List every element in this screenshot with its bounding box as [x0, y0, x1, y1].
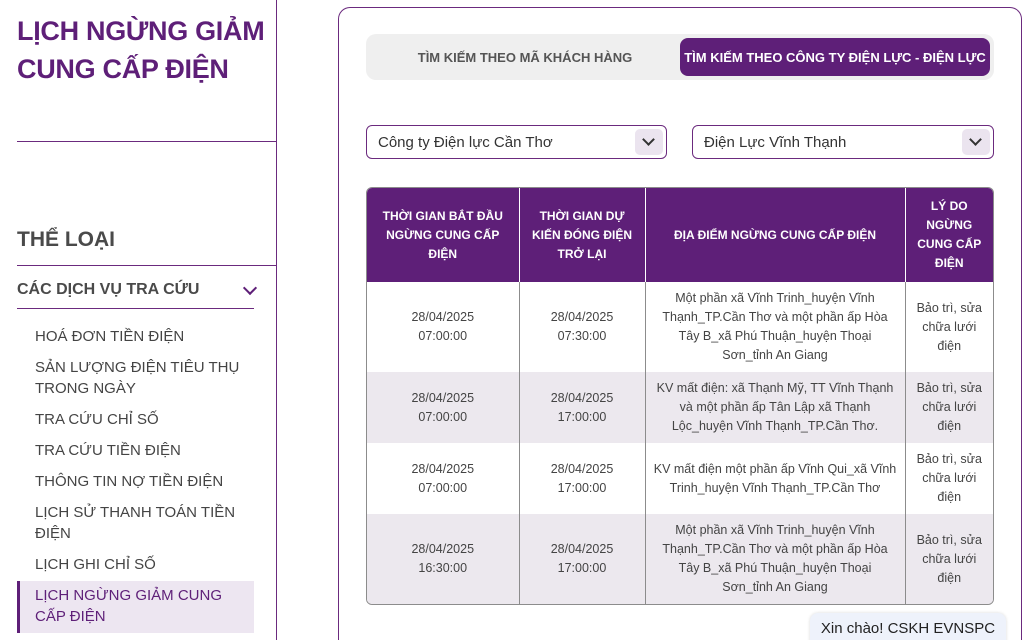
restore-time-cell — [519, 372, 645, 443]
end-date: 28/04/2025 — [550, 390, 614, 405]
end-time: 17:00:00 — [557, 561, 607, 575]
outage-table — [366, 187, 994, 605]
start-time-cell — [367, 372, 519, 443]
location-cell: KV mất điện: xã Thạnh Mỹ, TT Vĩnh Thạnh và một phần ấp Tân Lập xã Thạnh Lộc_huyện Vĩnh Thạnh_TP.Cần Thơ. — [645, 372, 905, 443]
reason-cell: Bảo trì, sửa chữa lưới điện — [905, 282, 993, 372]
power-company-value: Công ty Điện lực Cần Thơ — [378, 133, 553, 151]
column-header-restore-time: THỜI GIAN DỰ KIẾN ĐÓNG ĐIỆN TRỞ LẠI — [519, 188, 645, 282]
restore-time-cell — [519, 282, 645, 372]
sidebar-item-debt-info[interactable]: THÔNG TIN NỢ TIỀN ĐIỆN — [35, 473, 224, 490]
sidebar-item-meter-index[interactable]: TRA CỨU CHỈ SỐ — [35, 411, 159, 428]
reason-cell: Bảo trì, sửa chữa lưới điện — [905, 372, 993, 443]
sidebar-item-reading-schedule[interactable]: LỊCH GHI CHỈ SỐ — [35, 556, 156, 573]
reason-cell: Bảo trì, sửa chữa lưới điện — [905, 514, 993, 604]
sidebar-item-payment-history[interactable]: LỊCH SỬ THANH TOÁN TIỀN ĐIỆN — [35, 504, 236, 542]
column-header-start-time: THỜI GIAN BẮT ĐẦU NGỪNG CUNG CẤP ĐIỆN — [367, 188, 519, 282]
reason-cell: Bảo trì, sửa chữa lưới điện — [905, 443, 993, 514]
start-date: 28/04/2025 — [411, 390, 475, 405]
start-date: 28/04/2025 — [411, 310, 475, 324]
start-time-cell — [367, 282, 519, 372]
chevron-down-icon[interactable] — [962, 129, 990, 155]
start-date: 28/04/2025 — [411, 542, 475, 556]
end-time: 17:00:00 — [557, 480, 607, 495]
location-cell: Một phần xã Vĩnh Trinh_huyện Vĩnh Thạnh_TP.Cần Thơ và một phần ấp Hòa Tây B_xã Phú Thuận_huyện Thoại Sơn_tỉnh An Giang — [645, 282, 905, 372]
lookup-services-group-toggle[interactable] — [17, 276, 257, 304]
power-company-select[interactable] — [366, 125, 667, 159]
power-branch-select[interactable] — [692, 125, 994, 159]
category-divider — [17, 265, 277, 266]
group-divider — [17, 308, 254, 309]
lookup-services-group-label: CÁC DỊCH VỤ TRA CỨU — [17, 281, 200, 298]
start-time-cell — [367, 514, 519, 604]
end-time: 17:00:00 — [557, 409, 607, 424]
category-heading: THỂ LOẠI — [17, 228, 115, 251]
chevron-down-icon[interactable] — [635, 129, 663, 155]
end-date: 28/04/2025 — [550, 310, 614, 324]
table-row — [367, 372, 993, 443]
column-header-reason: LÝ DO NGỪNG CUNG CẤP ĐIỆN — [905, 188, 993, 282]
sidebar-item-electricity-charge[interactable]: TRA CỨU TIỀN ĐIỆN — [35, 442, 181, 459]
tab-search-by-power-company[interactable]: TÌM KIẾM THEO CÔNG TY ĐIỆN LỰC - ĐIỆN LỰC — [680, 38, 990, 76]
location-cell: Một phần xã Vĩnh Trinh_huyện Vĩnh Thạnh_TP.Cần Thơ và một phần ấp Hòa Tây B_xã Phú Thuận_huyện Thoại Sơn_tỉnh An Giang — [645, 514, 905, 604]
search-mode-tabs — [366, 34, 994, 80]
page-title: LỊCH NGỪNG GIẢM CUNG CẤP ĐIỆN — [17, 16, 265, 84]
sidebar-border — [276, 0, 277, 640]
start-time: 07:00:00 — [418, 480, 468, 495]
start-time: 07:00:00 — [418, 329, 468, 343]
power-branch-value: Điện Lực Vĩnh Thạnh — [704, 133, 847, 151]
sidebar-item-outage-schedule[interactable]: LỊCH NGỪNG GIẢM CUNG CẤP ĐIỆN — [17, 581, 254, 633]
restore-time-cell — [519, 443, 645, 514]
title-divider — [17, 141, 277, 142]
table-row — [367, 282, 993, 372]
end-date: 28/04/2025 — [550, 542, 614, 556]
restore-time-cell — [519, 514, 645, 604]
start-date: 28/04/2025 — [411, 461, 475, 476]
sidebar-item-electricity-bill[interactable]: HOÁ ĐƠN TIỀN ĐIỆN — [35, 328, 185, 345]
table-row — [367, 443, 993, 514]
chat-support-button[interactable]: Xin chào! CSKH EVNSPC — [810, 613, 1006, 640]
end-time: 07:30:00 — [557, 329, 607, 343]
sidebar-menu — [17, 322, 254, 633]
sidebar — [0, 0, 278, 640]
end-date: 28/04/2025 — [550, 461, 614, 476]
column-header-location: ĐỊA ĐIỂM NGỪNG CUNG CẤP ĐIỆN — [645, 188, 905, 282]
start-time: 16:30:00 — [418, 561, 468, 575]
location-cell: KV mất điện một phần ấp Vĩnh Qui_xã Vĩnh Trinh_huyện Vĩnh Thạnh_TP.Cần Thơ — [645, 443, 905, 514]
start-time: 07:00:00 — [418, 409, 468, 424]
sidebar-item-daily-consumption[interactable]: SẢN LƯỢNG ĐIỆN TIÊU THỤ TRONG NGÀY — [35, 359, 240, 397]
chevron-down-icon — [243, 283, 257, 297]
start-time-cell — [367, 443, 519, 514]
table-header-row — [367, 188, 993, 282]
tab-search-by-customer-code[interactable]: TÌM KIẾM THEO MÃ KHÁCH HÀNG — [417, 49, 633, 65]
table-row — [367, 514, 993, 604]
